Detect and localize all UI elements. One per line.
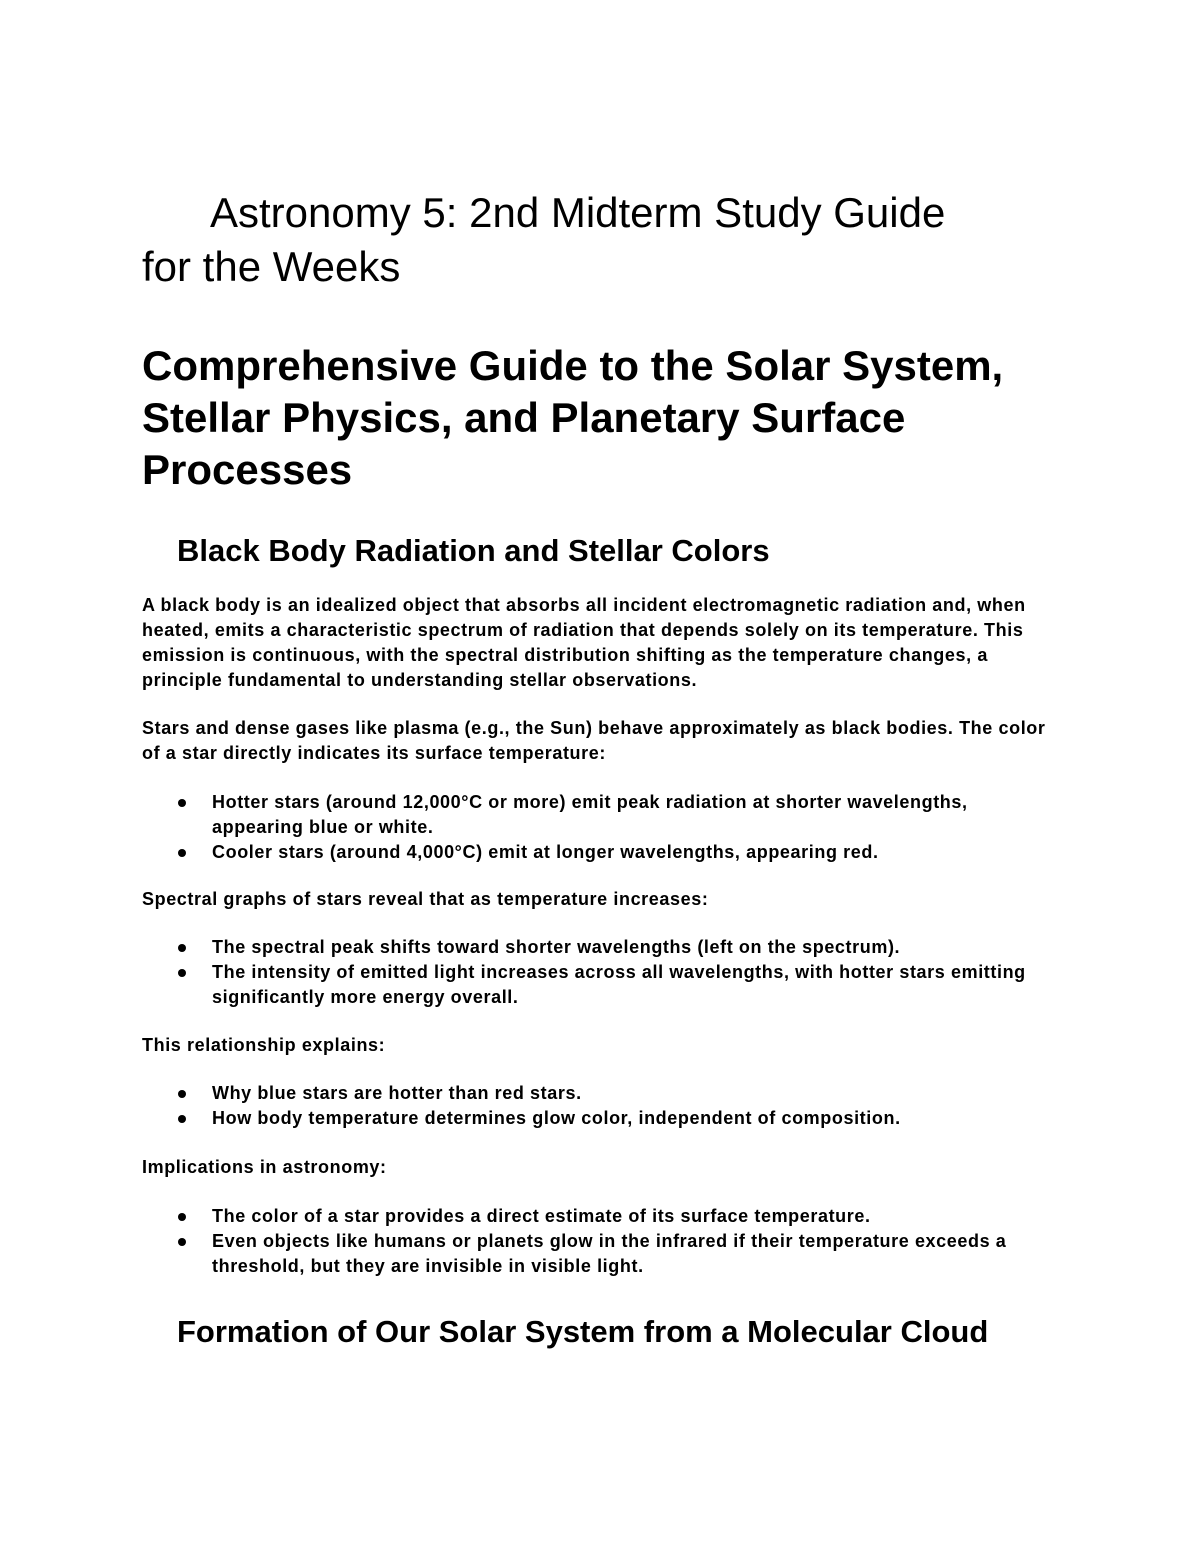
bullet-icon — [178, 799, 186, 807]
section-heading-black-body: Black Body Radiation and Stellar Colors — [177, 533, 770, 568]
list-item-text: The spectral peak shifts toward shorter wavelengths (left on the spectrum). — [212, 937, 901, 957]
document-subtitle: Comprehensive Guide to the Solar System, Stellar Physics, and Planetary Surface Processes — [142, 342, 1004, 493]
list-item — [142, 1106, 1062, 1131]
document-title: Astronomy 5: 2nd Midterm Study Guide for the Weeks — [142, 189, 946, 290]
bullet-list-implications — [142, 1204, 1062, 1279]
list-item — [142, 1081, 1062, 1106]
list-item-text: How body temperature determines glow color, independent of composition. — [212, 1108, 901, 1128]
list-item-text: Even objects like humans or planets glow in the infrared if their temperature exceeds a threshold, but they are invisible in visible light. — [212, 1231, 1007, 1276]
bullet-icon — [178, 1238, 186, 1246]
bullet-icon — [178, 1090, 186, 1098]
list-item — [142, 1229, 1062, 1279]
paragraph-relationship-explains: This relationship explains: — [142, 1035, 386, 1055]
bullet-icon — [178, 944, 186, 952]
paragraph-implications: Implications in astronomy: — [142, 1157, 387, 1177]
bullet-list-star-temperatures — [142, 790, 1062, 865]
bullet-list-relationship — [142, 1081, 1062, 1131]
bullet-icon — [178, 849, 186, 857]
paragraph-black-body-definition: A black body is an idealized object that absorbs all incident electromagnetic radiation and, when heated, emits a characteristic spectrum of radiation that depends solely on its temperature. This emission is continuous, with the spectral distribution shifting as the temperature changes, a principle fundamental to understanding stellar observations. — [142, 595, 1026, 690]
list-item-text: Cooler stars (around 4,000°C) emit at longer wavelengths, appearing red. — [212, 842, 879, 862]
bullet-list-spectral-changes — [142, 935, 1062, 1010]
section-heading-solar-system-formation: Formation of Our Solar System from a Molecular Cloud — [177, 1314, 989, 1349]
list-item-text: Hotter stars (around 12,000°C or more) emit peak radiation at shorter wavelengths, appearing blue or white. — [212, 792, 968, 837]
bullet-icon — [178, 1213, 186, 1221]
list-item — [142, 960, 1062, 1010]
paragraph-spectral-graphs: Spectral graphs of stars reveal that as temperature increases: — [142, 889, 709, 909]
list-item-text: The intensity of emitted light increases across all wavelengths, with hotter stars emitting significantly more energy overall. — [212, 962, 1026, 1007]
list-item-text: Why blue stars are hotter than red stars. — [212, 1083, 582, 1103]
bullet-icon — [178, 969, 186, 977]
list-item — [142, 840, 1062, 865]
bullet-icon — [178, 1115, 186, 1123]
list-item-text: The color of a star provides a direct estimate of its surface temperature. — [212, 1206, 871, 1226]
paragraph-stars-as-black-bodies: Stars and dense gases like plasma (e.g., the Sun) behave approximately as black bodies. The color of a star directly indicates its surface temperature: — [142, 718, 1046, 763]
list-item — [142, 935, 1062, 960]
list-item — [142, 1204, 1062, 1229]
list-item — [142, 790, 1062, 840]
